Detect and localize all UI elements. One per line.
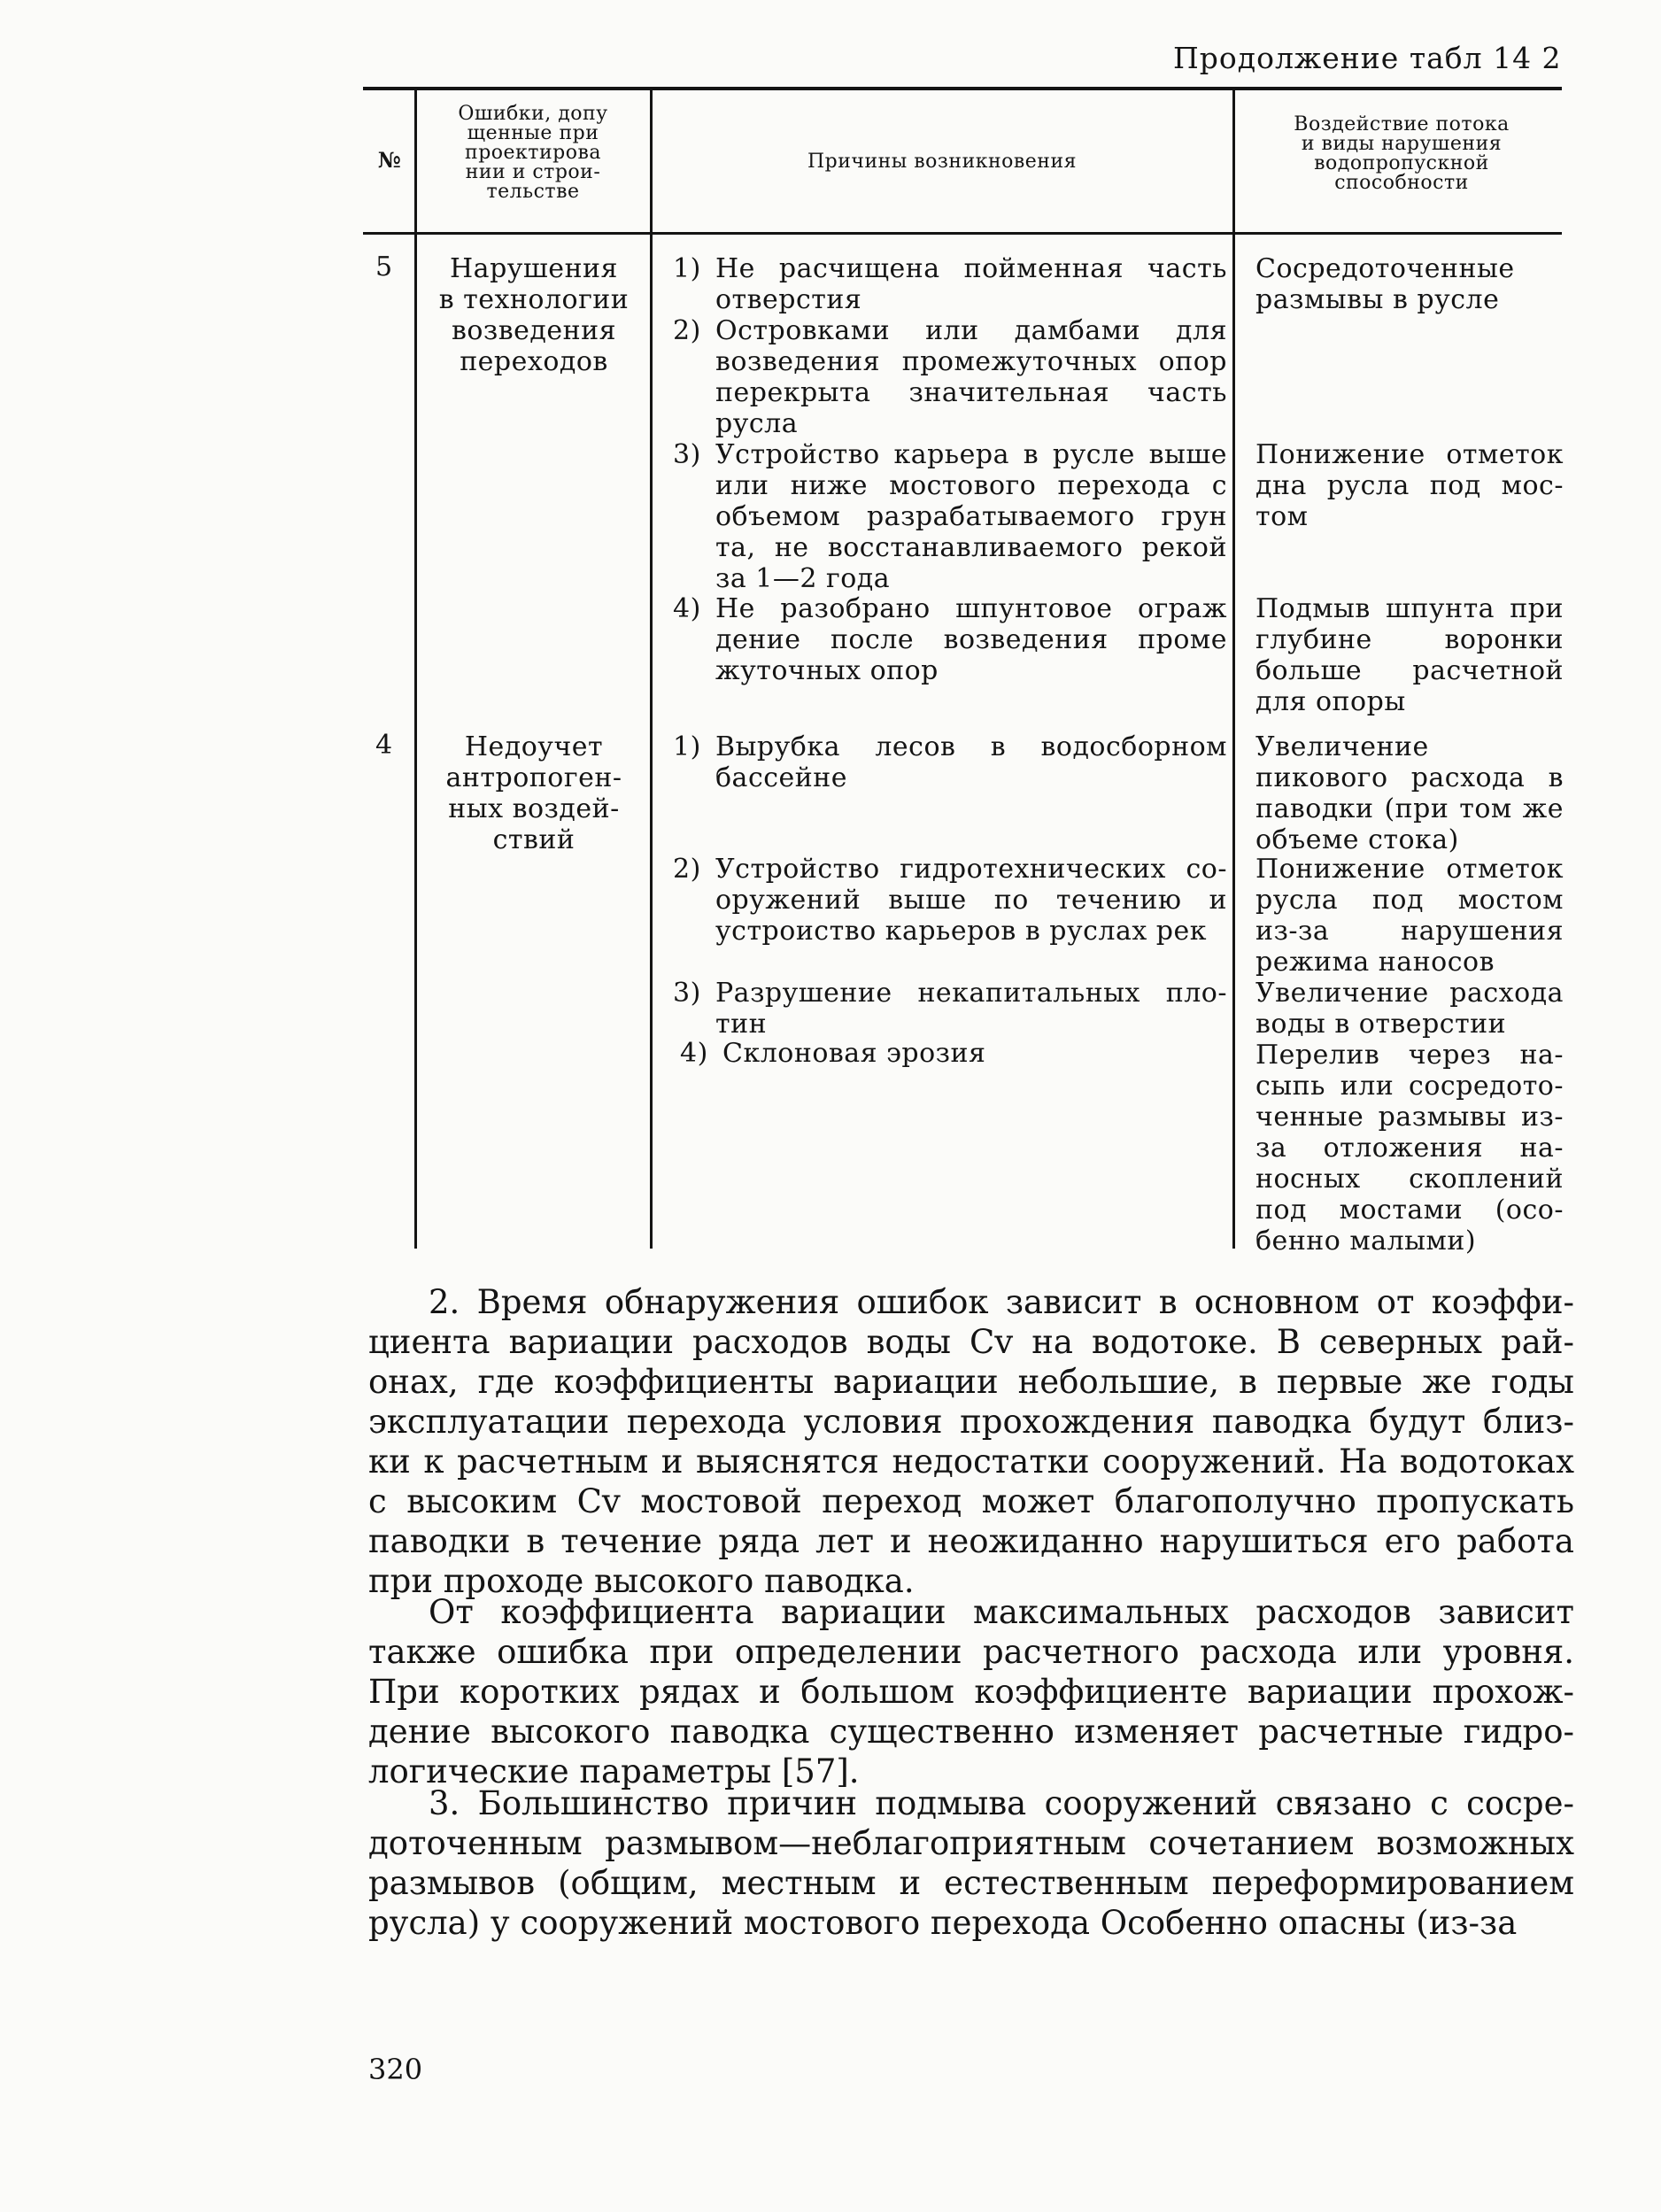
cause-text: Вырубка лесов в водосборном бассейне bbox=[715, 731, 1227, 793]
cause-item bbox=[673, 439, 1227, 594]
header-errors-line: тельстве bbox=[486, 181, 580, 203]
error-line: антропоген- bbox=[445, 762, 622, 793]
cause-number: 1) bbox=[673, 731, 701, 762]
paragraph-text: 3. Большинство причин подмыва сооружений связано с сосре- доточенным размывом—неблагоприятным сочетанием возможных размывов (общим, местным и естественным переформированием русла) у сооружений мостового перехода Особенно опасны (из-за bbox=[368, 1784, 1574, 1942]
cause-text: Устройство карьера в русле выше или ниже мостового перехода с объемом разрабатываемого грун та, не восстанавливаемого рекой за 1—2 года bbox=[715, 439, 1227, 594]
cause-item bbox=[673, 731, 1227, 793]
cause-text: Разрушение некапитальных пло- тин bbox=[715, 978, 1227, 1040]
cause-number: 2) bbox=[673, 854, 701, 885]
error-line: ствий bbox=[492, 824, 576, 855]
row-number: 5 bbox=[375, 251, 393, 282]
effect-item: Понижение отметок дна русла под мос- том bbox=[1255, 439, 1564, 532]
effect-item: Подмыв шпунта при глубине воронки больше расчетной для опоры bbox=[1255, 593, 1564, 717]
column-divider-1 bbox=[414, 89, 417, 1249]
error-line: в технологии bbox=[438, 284, 630, 315]
body-paragraph bbox=[368, 1282, 1574, 1601]
effect-item: Увеличение пикового расхода в паводки (при том же объеме стока) bbox=[1255, 731, 1564, 855]
cause-text: Устройство гидротехнических со- оружений выше по течению и устроиство карьеров в руслах рек bbox=[715, 854, 1227, 947]
header-errors-line: Ошибки, допу bbox=[458, 103, 608, 125]
effect-item: Увеличение расхода воды в отверстии bbox=[1255, 978, 1564, 1040]
header-effects bbox=[1240, 115, 1564, 193]
cause-text: Склоновая эрозия bbox=[722, 1038, 986, 1069]
header-errors-line: щенные при bbox=[467, 122, 599, 144]
table-caption: Продолжение табл 14 2 bbox=[1173, 41, 1562, 75]
header-effects-line: способности bbox=[1334, 172, 1469, 194]
cause-item bbox=[673, 253, 1227, 315]
row-error-type bbox=[423, 731, 645, 855]
header-effects-line: и виды нарушения bbox=[1301, 133, 1503, 155]
cause-number: 4) bbox=[680, 1038, 708, 1069]
cause-item bbox=[680, 1038, 1227, 1069]
table-top-rule bbox=[363, 87, 1562, 90]
cause-text: Не разобрано шпунтовое ограж дение после возведения проме жуточных опор bbox=[715, 593, 1227, 686]
column-divider-2 bbox=[650, 89, 653, 1249]
header-errors-line: проектирова bbox=[465, 142, 601, 164]
row-error-type bbox=[423, 253, 645, 377]
cause-number: 3) bbox=[673, 978, 701, 1009]
row-number: 4 bbox=[375, 730, 393, 761]
error-line: возведения bbox=[451, 315, 617, 346]
effect-item: Перелив через на- сыпь или сосредото- ченные размывы из- за отложения на- носных скоплений под мостами (осо- бенно малыми) bbox=[1255, 1040, 1564, 1257]
cause-number: 2) bbox=[673, 315, 701, 346]
header-effects-line: Воздействие потока bbox=[1294, 113, 1510, 135]
body-paragraph bbox=[368, 1592, 1574, 1791]
paragraph-text: 2. Время обнаружения ошибок зависит в основном от коэффи- циента вариации расходов воды Cv на водотоке. В северных рай- онах, где коэффициенты вариации небольшие, в первые же годы эксплуатации перехода условия прохождения паводка будут близ- ки к расчетным и выяснятся недостатки сооружений. На водотоках с высоким Cv мостовой переход может благополучно пропускать паводки в течение ряда лет и неожиданно нарушиться его работа при проходе высокого паводка. bbox=[368, 1283, 1574, 1600]
body-paragraph bbox=[368, 1783, 1574, 1943]
cause-item bbox=[673, 315, 1227, 439]
error-line: Нарушения bbox=[450, 253, 618, 284]
header-effects-line: водопропускной bbox=[1314, 152, 1489, 174]
cause-item bbox=[673, 593, 1227, 686]
cause-number: 4) bbox=[673, 593, 701, 624]
paragraph-text: От коэффициента вариации максимальных расходов зависит также ошибка при определении расчетного расхода или уровня. При коротких рядах и большом коэффициенте вариации прохож- дение высокого паводка существенно изменяет расчетные гидро- логические параметры [57]. bbox=[368, 1593, 1574, 1790]
cause-text: Островками или дамбами для возведения промежуточных опор перекрыта значительная часть русла bbox=[715, 315, 1227, 439]
cause-number: 1) bbox=[673, 253, 701, 284]
cause-item bbox=[673, 854, 1227, 947]
column-divider-3 bbox=[1232, 89, 1235, 1249]
header-causes: Причины возникновения bbox=[807, 151, 1078, 173]
header-number: № bbox=[377, 147, 402, 173]
cause-item bbox=[673, 978, 1227, 1040]
header-errors-line: нии и строи- bbox=[465, 161, 601, 183]
error-line: Недоучет bbox=[464, 731, 604, 762]
error-line: переходов bbox=[460, 346, 608, 377]
error-line: ных воздей- bbox=[448, 793, 620, 824]
page-number: 320 bbox=[368, 2053, 423, 2086]
header-bottom-rule bbox=[363, 232, 1562, 235]
effect-item: Сосредоточенные размывы в русле bbox=[1255, 253, 1515, 315]
effect-item: Понижение отметок русла под мостом из-за нарушения режима наносов bbox=[1255, 854, 1564, 978]
header-errors bbox=[420, 104, 646, 202]
cause-number: 3) bbox=[673, 439, 701, 470]
cause-text: Не расчищена пойменная часть отверстия bbox=[715, 253, 1227, 315]
